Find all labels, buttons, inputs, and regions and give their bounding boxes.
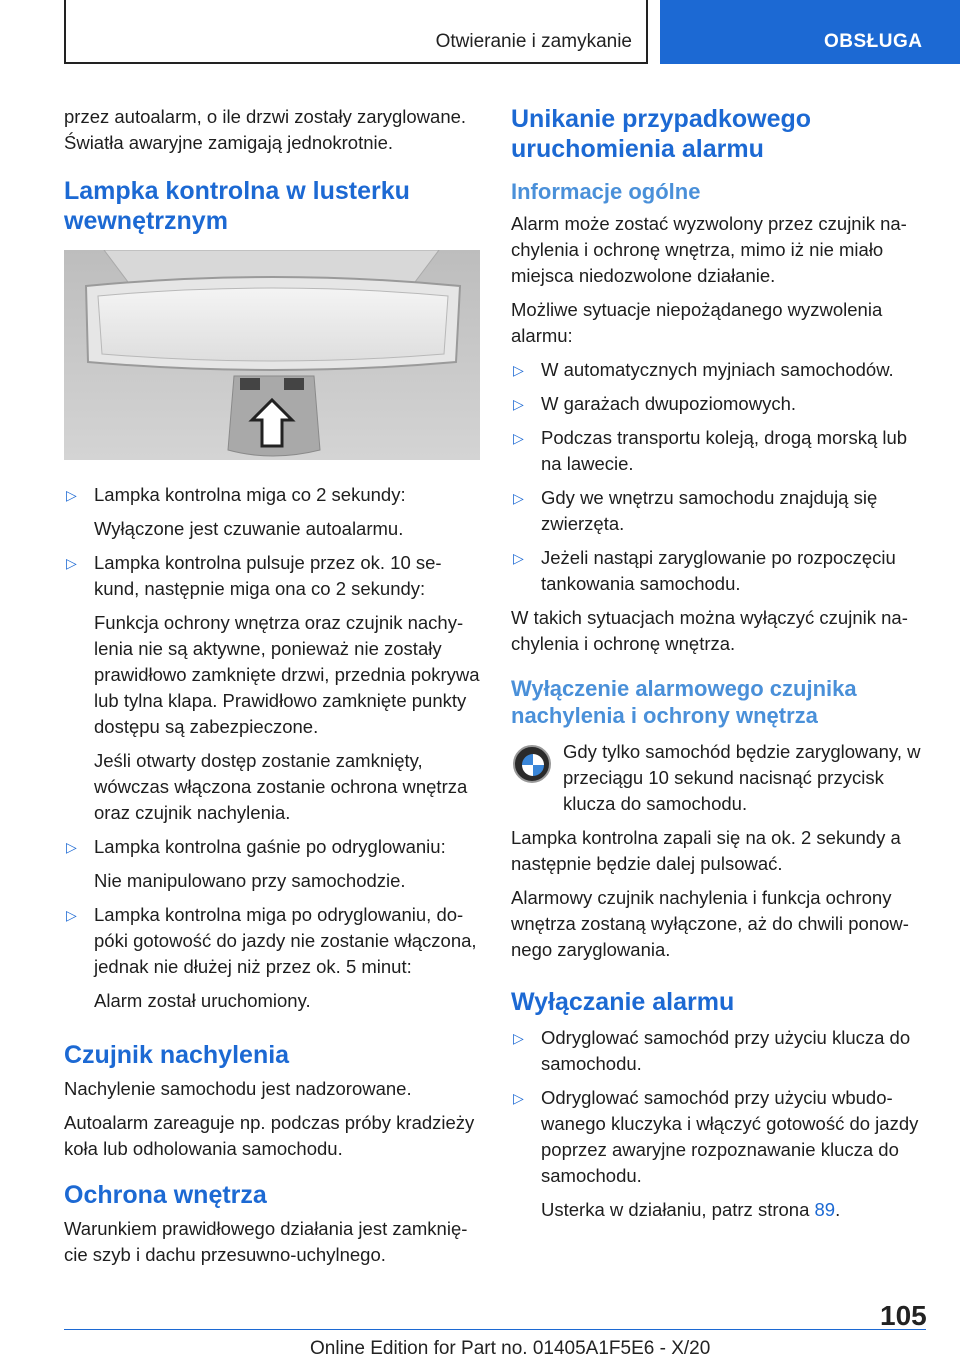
item-text: Gdy we wnętrzu samochodu znajdują się zwierzęta.	[541, 487, 878, 534]
item-text: W garażach dwupoziomowych.	[541, 393, 796, 414]
list-item	[511, 545, 931, 597]
list-item	[511, 1025, 931, 1077]
heading-disable-sensors: Wyłączenie alarmowego czujnika nachylenia i ochrony wnętrza	[511, 676, 857, 728]
page-reference-link[interactable]: 89	[814, 1199, 836, 1220]
header-box	[64, 0, 648, 64]
footer-divider	[64, 1329, 926, 1330]
rearview-mirror-image	[64, 250, 480, 460]
bullet-icon: ▷	[66, 555, 77, 571]
reference-suffix: .	[835, 1199, 841, 1220]
chapter-tab[interactable]	[660, 0, 960, 64]
disable-paragraph-1: Gdy tylko samochód będzie zaryglowany, w przeciągu 10 sekund nacisnąć przycisk klucza do samochodu.	[563, 741, 921, 814]
list-item	[64, 834, 480, 894]
disable-paragraph-2: Lampka kontrolna zapali się na ok. 2 sekundy a następnie będzie dalej pulsować.	[511, 827, 901, 874]
item-text: Podczas transportu koleją, drogą morską lub na lawecie.	[541, 427, 908, 474]
list-item	[511, 485, 931, 537]
heading-alarm-off: Wyłączanie alarmu	[511, 988, 735, 1016]
alarm-off-list	[511, 1025, 931, 1223]
item-detail: Nie manipulowano przy samochodzie.	[94, 870, 406, 891]
item-text: Jeżeli nastąpi zaryglowanie po rozpoczęciu tankowania samochodu.	[541, 547, 896, 594]
item-detail	[541, 1197, 931, 1223]
heading-mirror-lamp: Lampka kontrolna w lusterku wewnętrznym	[64, 177, 410, 235]
heading-general-info: Informacje ogólne	[511, 179, 701, 204]
general-paragraph-2: Możliwe sytuacje niepożądanego wyzwolenia alarmu:	[511, 299, 883, 346]
disable-paragraph-3: Alarmowy czujnik nachylenia i funkcja ochrony wnętrza zostaną wyłączone, aż do chwili ponownego zaryglowania.	[511, 887, 909, 960]
heading-tilt-sensor: Czujnik nachylenia	[64, 1041, 290, 1069]
section-title: Otwieranie i zamykanie	[435, 31, 632, 52]
item-text: Lampka kontrolna gaśnie po odryglowaniu:	[94, 836, 446, 857]
item-detail: Jeśli otwarty dostęp zostanie zamknięty, wówczas włączona zostanie ochrona wnętrza oraz czujnik nachylenia.	[94, 750, 468, 823]
general-paragraph-1: Alarm może zostać wyzwolony przez czujnik nachylenia i ochronę wnętrza, mimo iż nie miało miejsca niedozwolone działanie.	[511, 213, 907, 286]
list-item	[511, 1085, 931, 1223]
bullet-icon: ▷	[513, 362, 524, 378]
tilt-paragraph-1: Nachylenie samochodu jest nadzorowane.	[64, 1078, 412, 1099]
bmw-key-button-icon	[513, 745, 551, 783]
situations-list	[511, 357, 931, 597]
bullet-icon: ▷	[513, 550, 524, 566]
item-text: Odryglować samochód przy użyciu wbudowanego kluczyka i włączyć gotowość do jazdy poprzez awaryjne rozpoznawanie klucza do samochodu.	[541, 1087, 919, 1186]
bullet-icon: ▷	[513, 396, 524, 412]
item-text: Lampka kontrolna miga po odryglowaniu, dopóki gotowość do jazdy nie zostanie włączona, jednak nie dłużej niż przez ok. 5 minut:	[94, 904, 477, 977]
bullet-icon: ▷	[513, 430, 524, 446]
interior-paragraph-1: Warunkiem prawidłowego działania jest zamknięcie szyb i dachu przesuwno-uchylnego.	[64, 1218, 468, 1265]
list-item	[511, 391, 931, 417]
item-detail: Funkcja ochrony wnętrza oraz czujnik nachylenia nie są aktywne, ponieważ nie zostały prawidłowo zamknięte drzwi, przednia pokrywa lub tylna klapa. Prawidłowo zamknięte punkty dostępu są zabezpieczone.	[94, 612, 480, 737]
bullet-icon: ▷	[66, 487, 77, 503]
list-item	[511, 425, 931, 477]
list-item	[64, 902, 480, 1014]
bullet-icon: ▷	[66, 839, 77, 855]
list-item	[64, 482, 480, 542]
left-column	[64, 104, 480, 1276]
bullet-icon: ▷	[66, 907, 77, 923]
item-text: Odryglować samochód przy użyciu klucza do samochodu.	[541, 1027, 911, 1074]
right-column	[511, 104, 931, 1231]
lamp-status-list	[64, 482, 480, 1014]
list-item	[64, 550, 480, 826]
item-text: W automatycznych myjniach samochodów.	[541, 359, 894, 380]
tilt-paragraph-2: Autoalarm zareaguje np. podczas próby kradzieży koła lub odholowania samochodu.	[64, 1112, 475, 1159]
heading-interior-protection: Ochrona wnętrza	[64, 1181, 267, 1209]
item-text: Lampka kontrolna miga co 2 sekundy:	[94, 484, 406, 505]
general-paragraph-3: W takich sytuacjach można wyłączyć czujnik nachylenia i ochronę wnętrza.	[511, 607, 908, 654]
footer-edition: Online Edition for Part no. 01405A1F5E6 - X/20	[310, 1338, 711, 1359]
list-item	[511, 357, 931, 383]
key-button-row	[511, 739, 931, 817]
item-detail: Alarm został uruchomiony.	[94, 990, 311, 1011]
heading-avoid-alarm: Unikanie przypadkowego uruchomienia alarmu	[511, 105, 812, 163]
page-number: 105	[880, 1300, 927, 1331]
intro-paragraph: przez autoalarm, o ile drzwi zostały zaryglowane. Światła awaryjne zamigają jednokrotnie.	[64, 106, 467, 153]
chapter-tab-label: OBSŁUGA	[824, 31, 923, 52]
reference-text: Usterka w działaniu, patrz strona	[541, 1199, 815, 1220]
bullet-icon: ▷	[513, 1030, 524, 1046]
item-text: Lampka kontrolna pulsuje przez ok. 10 sekund, następnie miga ona co 2 sekundy:	[94, 552, 442, 599]
bullet-icon: ▷	[513, 490, 524, 506]
bullet-icon: ▷	[513, 1090, 524, 1106]
mirror-figure	[64, 250, 480, 460]
item-detail: Wyłączone jest czuwanie autoalarmu.	[94, 518, 404, 539]
